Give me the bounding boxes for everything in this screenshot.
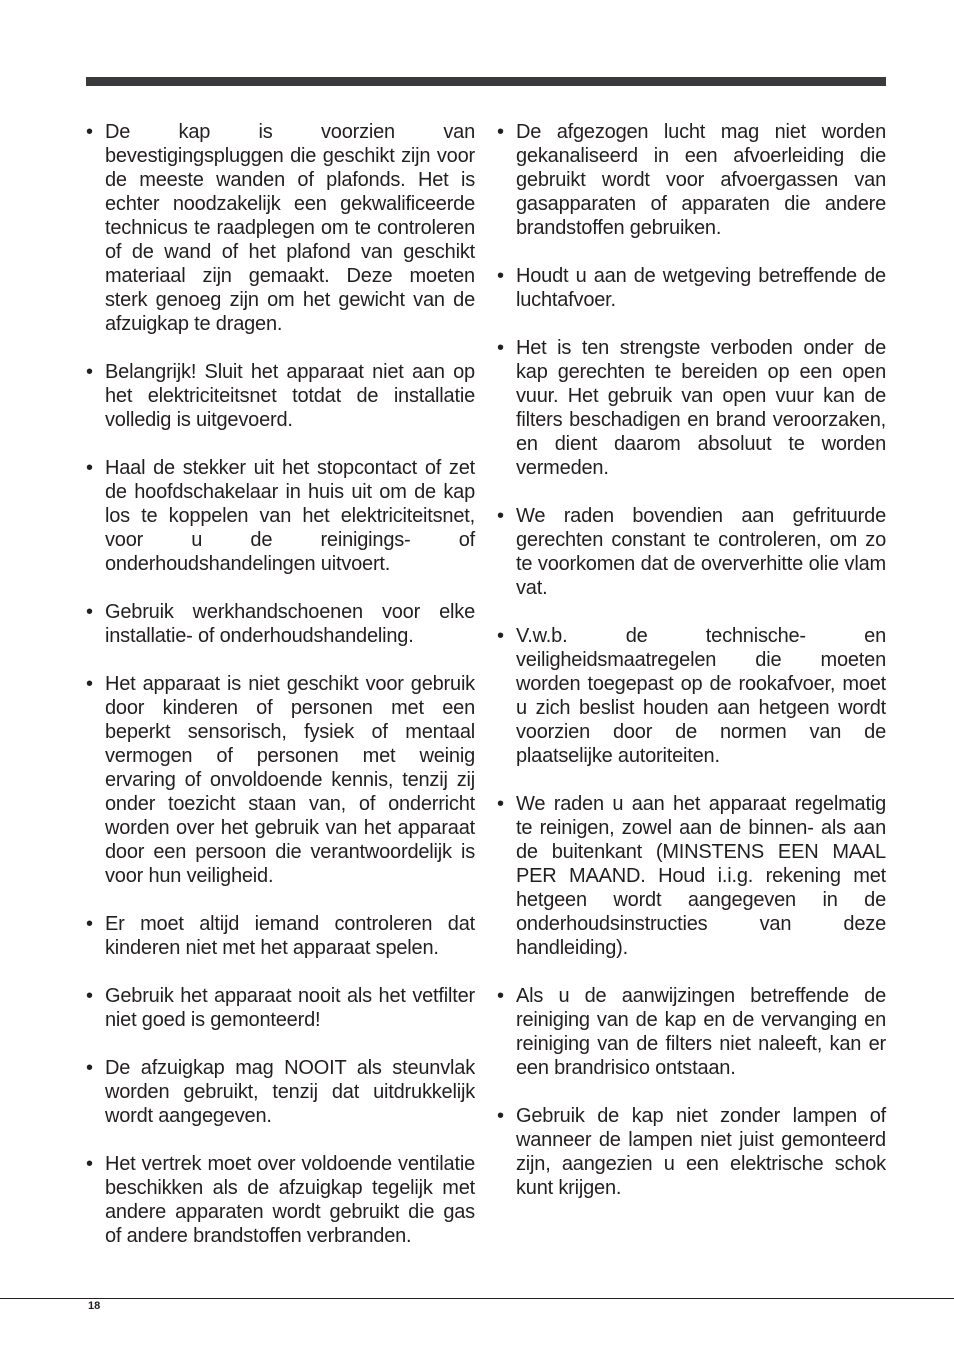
list-item-text: V.w.b. de technische- en veiligheidsmaatregelen die moeten worden toegepast op de rookafvoer, moet u zich beslist houden aan hetgeen wordt voorzien door de normen van de plaatselijke autoriteiten. [516,625,886,767]
list-item-text: Haal de stekker uit het stopcontact of zet de hoofdschakelaar in huis uit om de kap los te koppelen van het elektriciteitsnet, voor u de reinigings- of onderhoudshandelingen uitvoert. [105,457,475,575]
bullet-icon: • [86,457,93,479]
list-item-text: Het is ten strengste verboden onder de kap gerechten te bereiden op een open vuur. Het gebruik van open vuur kan de filters beschadigen en brand veroorzaken, en dient daarom absoluut te worden vermeden. [516,337,886,479]
page-number: 18 [88,1300,101,1312]
bullet-icon: • [86,601,93,623]
list-item [497,624,886,768]
footer-divider [0,1298,954,1299]
list-item-text: Het apparaat is niet geschikt voor gebruik door kinderen of personen met een beperkt sensorisch, fysiek of mentaal vermogen of personen met weinig ervaring of onvoldoende kennis, tenzij zij onder toezicht staan van, of onderricht worden over het gebruik van het apparaat door een persoon die verantwoordelijk is voor hun veiligheid. [105,673,475,887]
list-item [86,984,475,1032]
right-bullet-list [497,120,886,1200]
list-item-text: Belangrijk! Sluit het apparaat niet aan op het elektriciteitsnet totdat de installatie volledig is uitgevoerd. [105,361,475,431]
list-item-text: Gebruik de kap niet zonder lampen of wanneer de lampen niet juist gemonteerd zijn, aangezien u een elektrische schok kunt krijgen. [516,1105,886,1199]
bullet-icon: • [497,625,504,647]
list-item-text: Houdt u aan de wetgeving betreffende de luchtafvoer. [516,265,886,311]
left-bullet-list [86,120,475,1248]
header-bar [86,77,886,86]
left-column [86,120,475,1272]
list-item-text: Er moet altijd iemand controleren dat kinderen niet met het apparaat spelen. [105,913,475,959]
bullet-icon: • [497,121,504,143]
list-item [497,1104,886,1200]
list-item [497,504,886,600]
list-item [86,912,475,960]
list-item [497,264,886,312]
bullet-icon: • [86,1153,93,1175]
list-item-text: De kap is voorzien van bevestigingspluggen die geschikt zijn voor de meeste wanden of plafonds. Het is echter noodzakelijk een gekwalificeerde technicus te raadplegen om te controleren of de wand of het plafond van geschikt materiaal zijn gemaakt. Deze moeten sterk genoeg zijn om het gewicht van de afzuigkap te dragen. [105,121,475,335]
list-item [86,120,475,336]
right-column [497,120,886,1224]
bullet-icon: • [497,985,504,1007]
list-item [497,792,886,960]
list-item-text: De afgezogen lucht mag niet worden gekanaliseerd in een afvoerleiding die gebruikt wordt voor afvoergassen van gasapparaten of apparaten die andere brandstoffen gebruiken. [516,121,886,239]
list-item-text: Gebruik werkhandschoenen voor elke installatie- of onderhoudshandeling. [105,601,475,647]
bullet-icon: • [86,361,93,383]
list-item [86,600,475,648]
bullet-icon: • [497,793,504,815]
list-item-text: Als u de aanwijzingen betreffende de reiniging van de kap en de vervanging en reiniging van de filters niet naleeft, kan er een brandrisico ontstaan. [516,985,886,1079]
bullet-icon: • [497,1105,504,1127]
bullet-icon: • [497,337,504,359]
bullet-icon: • [86,121,93,143]
list-item-text: De afzuigkap mag NOOIT als steunvlak worden gebruikt, tenzij dat uitdrukkelijk wordt aangegeven. [105,1057,475,1127]
list-item-text: Het vertrek moet over voldoende ventilatie beschikken als de afzuigkap tegelijk met andere apparaten wordt gebruikt die gas of andere brandstoffen verbranden. [105,1153,475,1247]
list-item [497,984,886,1080]
list-item [497,120,886,240]
bullet-icon: • [86,985,93,1007]
list-item [86,672,475,888]
bullet-icon: • [86,913,93,935]
list-item [86,360,475,432]
list-item-text: We raden bovendien aan gefrituurde gerechten constant te controleren, om zo te voorkomen dat de oververhitte olie vlam vat. [516,505,886,599]
list-item [86,1056,475,1128]
list-item [86,456,475,576]
bullet-icon: • [86,1057,93,1079]
list-item-text: Gebruik het apparaat nooit als het vetfilter niet goed is gemonteerd! [105,985,475,1031]
list-item [86,1152,475,1248]
bullet-icon: • [497,505,504,527]
list-item-text: We raden u aan het apparaat regelmatig te reinigen, zowel aan de binnen- als aan de buitenkant (MINSTENS EEN MAAL PER MAAND. Houd i.i.g. rekening met hetgeen wordt aangegeven in de onderhoudsinstructies van deze handleiding). [516,793,886,959]
bullet-icon: • [86,673,93,695]
list-item [497,336,886,480]
bullet-icon: • [497,265,504,287]
